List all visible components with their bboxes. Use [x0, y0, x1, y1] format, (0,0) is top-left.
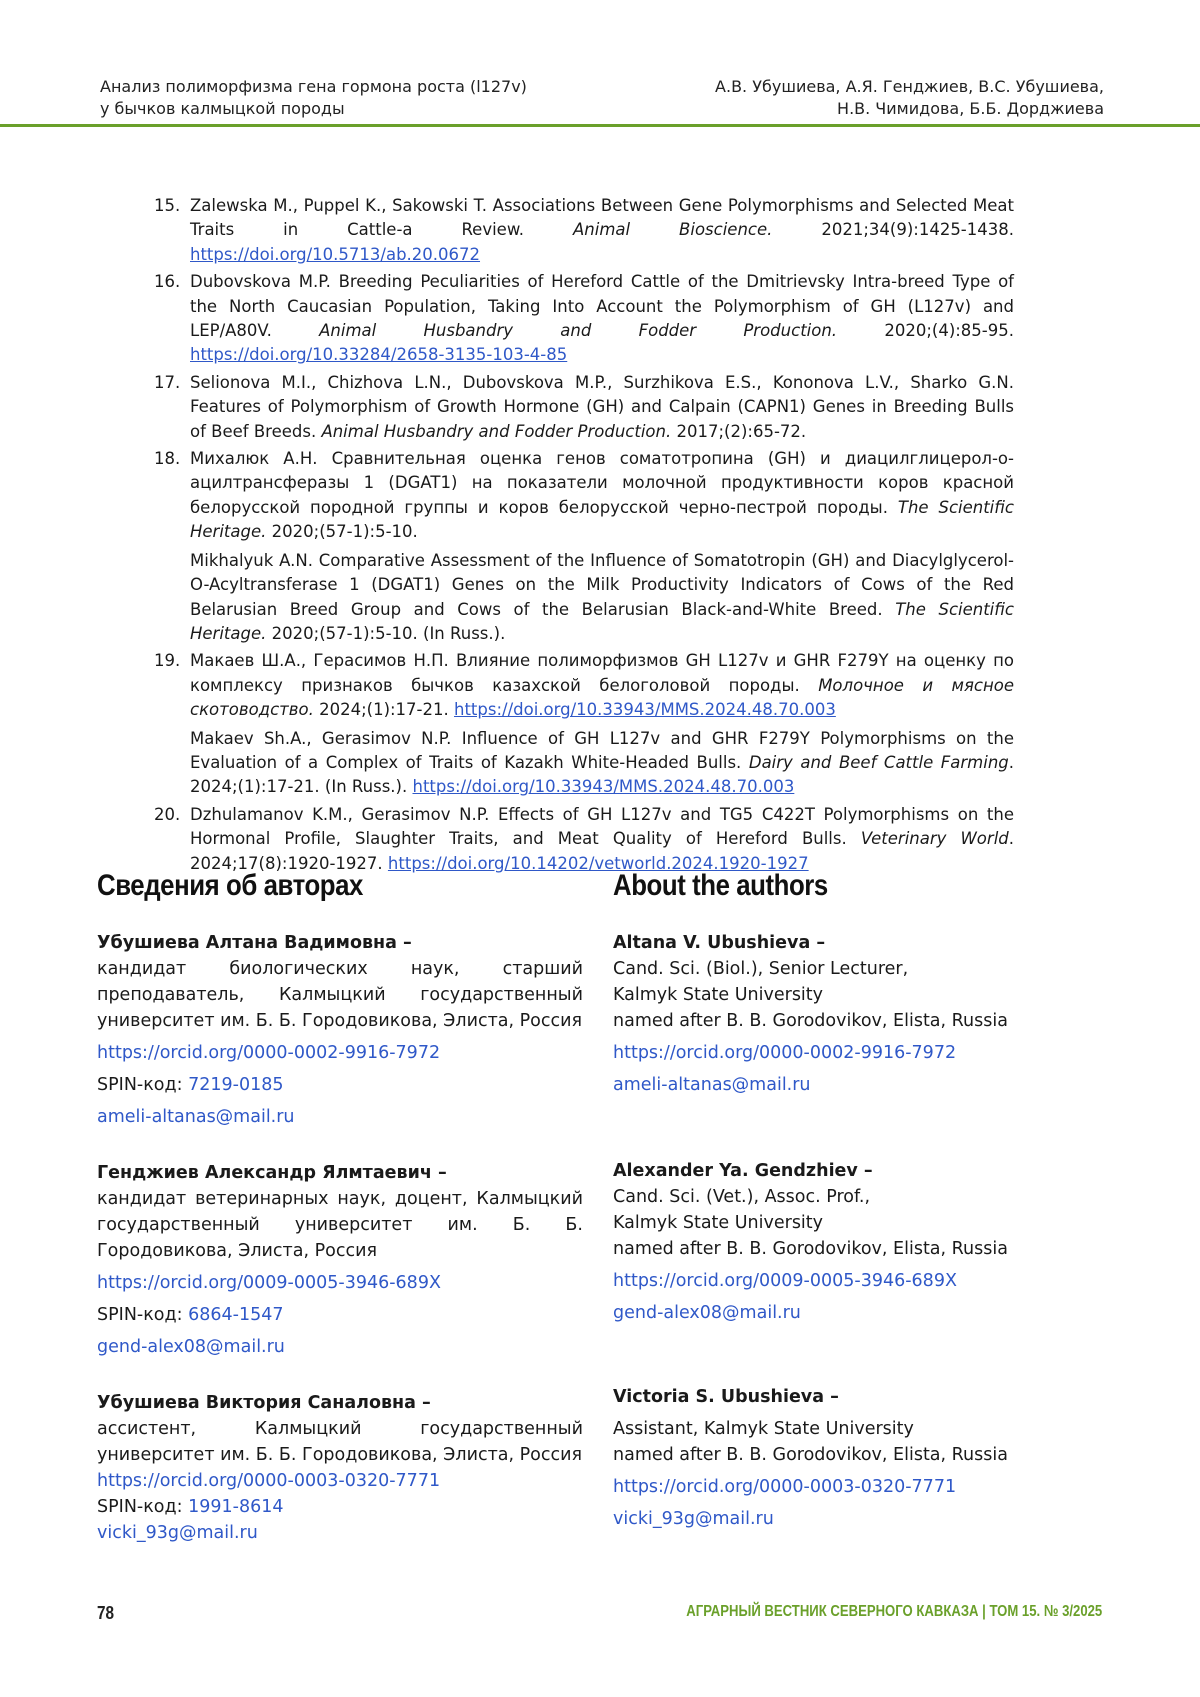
- header-divider: [0, 124, 1200, 127]
- reference-number: 15.: [154, 196, 181, 215]
- reference-doi-link[interactable]: https://doi.org/10.5713/ab.20.0672: [190, 244, 481, 264]
- reference-text: Zalewska M., Puppel K., Sakowski T. Associations Between Gene Polymorphisms and Selected Meat Traits in Cattle-a Review.: [190, 196, 1014, 240]
- header-title-line2: у бычков калмыцкой породы: [100, 99, 345, 118]
- running-header-title: [100, 76, 527, 120]
- author-email-link[interactable]: gend-alex08@mail.ru: [613, 1303, 801, 1323]
- header-authors-line2: Н.В. Чимидова, Б.Б. Дорджиева: [837, 99, 1104, 118]
- reference-details: 2021;34(9):1425-1438.: [821, 220, 1015, 240]
- spin-label: SPIN-код:: [97, 1075, 183, 1095]
- spin-code[interactable]: 6864-1547: [188, 1305, 284, 1325]
- author-name: Генджиев Александр Ялмтаевич –: [97, 1163, 447, 1183]
- spin-label: SPIN-код:: [97, 1305, 183, 1325]
- reference-details: 2017;(2):65-72.: [676, 421, 807, 441]
- author-email-link[interactable]: vicki_93g@mail.ru: [613, 1509, 774, 1529]
- reference-journal: Animal Bioscience.: [573, 220, 773, 240]
- reference-trans-journal: The Scientific Heritage.: [190, 599, 1014, 643]
- author-orcid-link[interactable]: https://orcid.org/0000-0002-9916-7972: [613, 1043, 957, 1063]
- reference-trans-details: . 2024;(1):17-21. (In Russ.).: [190, 752, 1015, 797]
- authors-en-column: [613, 869, 1099, 1532]
- journal-footer: АГРАРНЫЙ ВЕСТНИК СЕВЕРНОГО КАВКАЗА | ТОМ 15. № 3/2025: [686, 1603, 1102, 1620]
- reference-text: Макаев Ш.А., Герасимов Н.П. Влияние полиморфизмов GH L127v и GHR F279Y на оценку по комплексу признаков бычков казахской белоголовой породы.: [190, 651, 1014, 695]
- author-description: кандидат ветеринарных наук, доцент, Калмыцкий государственный университет им. Б. Б. Городовикова, Элиста, Россия: [97, 1189, 583, 1261]
- reference-details: 2020;(57-1):5-10.: [271, 522, 418, 542]
- header-authors-line1: А.В. Убушиева, А.Я. Генджиев, В.С. Убушиева,: [715, 77, 1104, 96]
- reference-details: 2020;(4):85-95.: [884, 321, 1014, 341]
- reference-item: [154, 447, 1014, 646]
- reference-journal: Animal Husbandry and Fodder Production.: [319, 321, 838, 341]
- author-orcid-link[interactable]: https://orcid.org/0000-0002-9916-7972: [97, 1043, 441, 1063]
- author-location: named after B. B. Gorodovikov, Elista, Russia: [613, 1239, 1008, 1259]
- reference-details: 2024;(1):17-21.: [319, 700, 449, 720]
- author-orcid-link[interactable]: https://orcid.org/0000-0003-0320-7771: [613, 1477, 957, 1497]
- author-position: Assistant, Kalmyk State University: [613, 1419, 914, 1439]
- page-number: 78: [97, 1603, 115, 1623]
- reference-trans-text: Mikhalyuk A.N. Comparative Assessment of the Influence of Somatotropin (GH) and Diacylglycerol-O-Acyltransferase 1 (DGAT1) Genes on the Milk Productivity Indicators of Cows of the Red Belarusian Breed Group and Cows of the Belarusian Black-and-White Breed.: [190, 550, 1014, 619]
- reference-number: 18.: [154, 449, 181, 469]
- spin-code[interactable]: 7219-0185: [188, 1075, 284, 1095]
- reference-trans-details: 2020;(57-1):5-10. (In Russ.).: [271, 623, 506, 643]
- reference-item: [154, 371, 1014, 444]
- author-location: named after B. B. Gorodovikov, Elista, Russia: [613, 1445, 1008, 1465]
- reference-translation: [190, 727, 1014, 800]
- reference-journal: Animal Husbandry and Fodder Production.: [321, 421, 672, 441]
- reference-number: 16.: [154, 272, 181, 292]
- reference-trans-doi-link[interactable]: https://doi.org/10.33943/MMS.2024.48.70.003: [412, 777, 795, 797]
- reference-list: [154, 194, 1014, 879]
- reference-doi-link[interactable]: https://doi.org/10.33943/MMS.2024.48.70.003: [454, 700, 836, 720]
- author-email-link[interactable]: ameli-altanas@mail.ru: [97, 1107, 295, 1127]
- reference-trans-text: Makaev Sh.A., Gerasimov N.P. Influence of GH L127v and GHR F279Y Polymorphisms on the Evaluation of a Complex of Traits of Kazakh White-Headed Bulls.: [190, 728, 1014, 772]
- author-position: Cand. Sci. (Biol.), Senior Lecturer,: [613, 959, 909, 979]
- author-position: Cand. Sci. (Vet.), Assoc. Prof.,: [613, 1187, 871, 1207]
- reference-journal: Veterinary World: [860, 829, 1009, 849]
- author-name: Убушиева Алтана Вадимовна –: [97, 933, 412, 953]
- reference-text: Dzhulamanov K.M., Gerasimov N.P. Effects of GH L127v and TG5 C422T Polymorphisms on the Hormonal Profile, Slaughter Traits, and Meat Quality of Hereford Bulls.: [190, 804, 1014, 849]
- author-name: Alexander Ya. Gendzhiev –: [613, 1161, 873, 1181]
- authors-en-title: About the authors: [613, 869, 828, 902]
- reference-number: 17.: [154, 372, 181, 392]
- reference-doi-link[interactable]: https://doi.org/10.33284/2658-3135-103-4-85: [190, 345, 568, 365]
- author-email-link[interactable]: ameli-altanas@mail.ru: [613, 1075, 811, 1095]
- author-name: Убушиева Виктория Саналовна –: [97, 1393, 431, 1413]
- author-en-1: [613, 930, 1099, 1098]
- author-en-2: [613, 1158, 1099, 1326]
- reference-text: Dubovskova M.P. Breeding Peculiarities of Hereford Cattle of the Dmitrievsky Intra-breed Type of the North Caucasian Population, Taking Into Account the Polymorphism of GH (L127v) and LEP/A80V.: [190, 272, 1014, 341]
- author-location: named after B. B. Gorodovikov, Elista, Russia: [613, 1011, 1008, 1031]
- author-email-link[interactable]: gend-alex08@mail.ru: [97, 1337, 285, 1357]
- reference-item: [154, 649, 1014, 799]
- author-name: Altana V. Ubushieva –: [613, 933, 826, 953]
- author-email-link[interactable]: vicki_93g@mail.ru: [97, 1523, 258, 1543]
- authors-ru-title: Сведения об авторах: [97, 869, 363, 902]
- running-header-authors: [715, 76, 1104, 120]
- author-ru-2: [97, 1160, 583, 1360]
- reference-journal: The Scientific Heritage.: [190, 497, 1014, 542]
- reference-item: [154, 803, 1014, 876]
- author-spin: [97, 1072, 583, 1098]
- author-name: Victoria S. Ubushieva –: [613, 1387, 839, 1407]
- author-affiliation: Kalmyk State University: [613, 985, 824, 1005]
- author-en-3: [613, 1384, 1099, 1532]
- reference-doi-link[interactable]: https://doi.org/10.14202/vetworld.2024.1920-1927: [387, 853, 809, 873]
- reference-details: . 2024;17(8):1920-1927.: [190, 829, 1014, 873]
- author-affiliation: Kalmyk State University: [613, 1213, 824, 1233]
- author-ru-3: [97, 1390, 583, 1546]
- authors-ru-column: [97, 869, 583, 1546]
- reference-item: [154, 270, 1014, 368]
- header-title-line1: Анализ полиморфизма гена гормона роста (l127v): [100, 77, 527, 96]
- reference-trans-journal: Dairy and Beef Cattle Farming: [748, 752, 1009, 772]
- reference-number: 19.: [154, 651, 181, 671]
- author-orcid-link[interactable]: https://orcid.org/0000-0003-0320-7771: [97, 1471, 441, 1491]
- reference-journal: Молочное и мясное скотоводство.: [190, 675, 1014, 720]
- spin-code[interactable]: 1991-8614: [188, 1497, 284, 1517]
- author-spin: [97, 1302, 583, 1328]
- author-orcid-link[interactable]: https://orcid.org/0009-0005-3946-689X: [613, 1271, 957, 1291]
- reference-translation: [190, 549, 1014, 647]
- reference-text: Михалюк А.Н. Сравнительная оценка генов соматотропина (GH) и диацилглицерол-о-ацилтрансферазы 1 (DGAT1) на показатели молочной продуктивности коров красной белорусской породной группы и коров белорусской черно-пестрой породы.: [190, 449, 1014, 517]
- reference-text: Selionova M.I., Chizhova L.N., Dubovskova M.P., Surzhikova E.S., Kononova L.V., Sharko G.N. Features of Polymorphism of Growth Hormone (GH) and Calpain (CAPN1) Genes in Breeding Bulls of Beef Breeds.: [190, 372, 1014, 441]
- reference-number: 20.: [154, 804, 181, 824]
- reference-item: [154, 194, 1014, 267]
- author-ru-1: [97, 930, 583, 1130]
- author-description: кандидат биологических наук, старший преподаватель, Калмыцкий государственный университет им. Б. Б. Городовикова, Элиста, Россия: [97, 959, 583, 1031]
- author-spin: [97, 1494, 583, 1520]
- spin-label: SPIN-код:: [97, 1497, 183, 1517]
- author-orcid-link[interactable]: https://orcid.org/0009-0005-3946-689X: [97, 1273, 441, 1293]
- author-description: ассистент, Калмыцкий государственный университет им. Б. Б. Городовикова, Элиста, Россия: [97, 1419, 583, 1465]
